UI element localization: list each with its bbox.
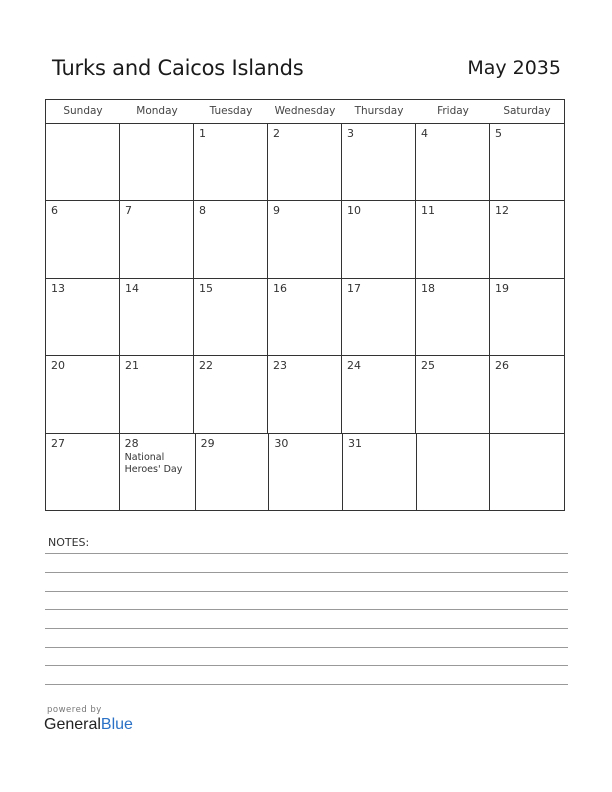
day-number: 17 bbox=[347, 281, 361, 295]
day-number: 21 bbox=[125, 359, 139, 373]
day-number: 29 bbox=[200, 436, 215, 450]
weekday-saturday: Saturday bbox=[503, 105, 551, 117]
powered-by-text: powered by bbox=[47, 705, 102, 715]
weekday-tuesday: Tuesday bbox=[209, 105, 253, 117]
notes-line bbox=[45, 609, 568, 610]
day-cell-saturday bbox=[490, 201, 564, 277]
brand-blue: Blue bbox=[100, 716, 133, 733]
day-cell-wednesday bbox=[268, 279, 342, 355]
day-number: 26 bbox=[495, 359, 509, 373]
day-cell-friday bbox=[416, 124, 490, 200]
weekday-header bbox=[46, 100, 564, 124]
weekday-sunday: Sunday bbox=[63, 105, 103, 117]
day-number: 3 bbox=[347, 127, 354, 140]
generalblue-logo bbox=[44, 716, 133, 734]
calendar-grid bbox=[45, 99, 565, 511]
day-cell-thursday bbox=[342, 279, 416, 355]
day-number: 27 bbox=[51, 436, 65, 450]
day-number: 10 bbox=[347, 204, 361, 218]
week-row bbox=[46, 356, 564, 433]
day-number: 14 bbox=[125, 281, 139, 295]
day-cell-friday bbox=[416, 279, 490, 355]
day-cell-tuesday bbox=[194, 356, 268, 432]
day-cell-monday bbox=[120, 124, 194, 200]
weekday-friday: Friday bbox=[437, 105, 469, 117]
day-cell-saturday bbox=[490, 124, 564, 200]
day-number: 24 bbox=[347, 359, 361, 373]
day-number: 5 bbox=[495, 127, 502, 140]
day-number: 2 bbox=[273, 127, 280, 140]
day-cell-sunday bbox=[46, 279, 120, 355]
notes-line bbox=[45, 628, 568, 629]
day-cell-thursday bbox=[342, 124, 416, 200]
day-number: 9 bbox=[273, 204, 280, 218]
notes-line bbox=[45, 665, 568, 666]
day-cell-tuesday bbox=[194, 279, 268, 355]
day-cell-tuesday bbox=[196, 434, 270, 511]
day-number: 23 bbox=[273, 359, 287, 373]
day-cell-monday bbox=[120, 434, 196, 511]
brand-general: General bbox=[44, 716, 101, 733]
day-cell-sunday bbox=[46, 124, 120, 200]
day-cell-saturday bbox=[490, 434, 564, 511]
day-cell-saturday bbox=[490, 279, 564, 355]
day-number: 22 bbox=[199, 359, 213, 373]
day-cell-wednesday bbox=[268, 356, 342, 432]
day-number: 25 bbox=[421, 359, 435, 373]
day-cell-friday bbox=[417, 434, 491, 511]
day-number: 20 bbox=[51, 359, 65, 373]
notes-line bbox=[45, 572, 568, 573]
notes-label: NOTES: bbox=[48, 536, 90, 549]
day-cell-thursday bbox=[342, 356, 416, 432]
day-cell-wednesday bbox=[269, 434, 343, 511]
week-row bbox=[46, 124, 564, 201]
calendar-title: Turks and Caicos Islands bbox=[52, 56, 304, 80]
day-cell-wednesday bbox=[268, 124, 342, 200]
day-number: 19 bbox=[495, 281, 509, 295]
day-number: 16 bbox=[273, 281, 287, 295]
day-number: 13 bbox=[51, 281, 65, 295]
day-cell-monday bbox=[120, 201, 194, 277]
weekday-wednesday: Wednesday bbox=[274, 105, 336, 117]
day-number: 1 bbox=[199, 127, 206, 140]
day-cell-monday bbox=[120, 279, 194, 355]
calendar-month: May 2035 bbox=[467, 57, 561, 79]
day-cell-tuesday bbox=[194, 124, 268, 200]
day-number: 15 bbox=[199, 281, 213, 295]
notes-line bbox=[45, 684, 568, 685]
weeks-container bbox=[46, 124, 564, 511]
day-number: 30 bbox=[274, 436, 289, 450]
day-cell-wednesday bbox=[268, 201, 342, 277]
day-number: 8 bbox=[199, 204, 206, 218]
day-cell-sunday bbox=[46, 434, 120, 511]
week-row bbox=[46, 279, 564, 356]
day-number: 12 bbox=[495, 204, 509, 218]
notes-line bbox=[45, 553, 568, 554]
day-cell-monday bbox=[120, 356, 194, 432]
notes-line bbox=[45, 647, 568, 648]
day-cell-sunday bbox=[46, 356, 120, 432]
day-cell-thursday bbox=[343, 434, 417, 511]
day-cell-saturday bbox=[490, 356, 564, 432]
day-number: 7 bbox=[125, 204, 132, 218]
day-cell-friday bbox=[416, 356, 490, 432]
week-row bbox=[46, 434, 564, 511]
holiday-event: National Heroes' Day bbox=[124, 451, 183, 475]
day-cell-thursday bbox=[342, 201, 416, 277]
day-cell-friday bbox=[416, 201, 490, 277]
weekday-thursday: Thursday bbox=[354, 105, 404, 117]
day-number: 18 bbox=[421, 281, 435, 295]
week-row bbox=[46, 201, 564, 278]
day-number: 4 bbox=[421, 127, 428, 140]
day-cell-tuesday bbox=[194, 201, 268, 277]
notes-line bbox=[45, 591, 568, 592]
day-number: 28 bbox=[124, 436, 139, 450]
day-number: 11 bbox=[421, 204, 435, 218]
day-number: 31 bbox=[347, 436, 362, 450]
day-cell-sunday bbox=[46, 201, 120, 277]
day-number: 6 bbox=[51, 204, 58, 218]
weekday-monday: Monday bbox=[136, 105, 178, 117]
